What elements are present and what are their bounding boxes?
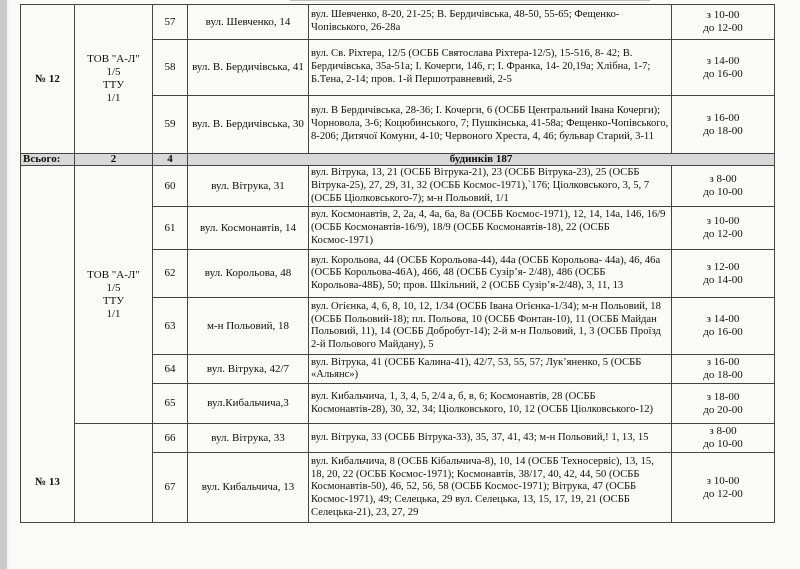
time-slot xyxy=(672,424,775,453)
total-companies: 2 xyxy=(75,154,153,166)
company-cell xyxy=(75,166,153,424)
group-number-blank xyxy=(21,166,75,424)
total-buildings: будинків 187 xyxy=(188,154,775,166)
street-address: вул. Шевченко, 14 xyxy=(188,5,309,40)
time-to: до 16-00 xyxy=(703,67,743,80)
time-from: з 10-00 xyxy=(706,9,740,21)
time-to: до 10-00 xyxy=(703,186,743,199)
served-addresses: вул. В Бердичівська, 28-36; І. Кочерги, 6 (ОСББ Центральний Івана Кочерги); Чорновола, 3-6; Коцюбинського, 7; Пушкінська, 41-58а; Фещенко-Чопівського, 8-206; Дитячої Комуни, 4-10; Червоного Хреста, 4, 46; бульвар Старий, 3-11 xyxy=(309,96,672,154)
company-ttu: ТТУ xyxy=(102,294,125,307)
time-slot xyxy=(672,166,775,207)
total-row xyxy=(21,154,775,166)
served-addresses: вул. Кибальчича, 1, 3, 4, 5, 2/4 а, б, в, 6; Космонавтів, 28 (ОСББ Космонавтів-28), 30, 32, 34; Ціолковського, 10, 12 (ОСББ Ціолковського-12) xyxy=(309,384,672,424)
company-blank xyxy=(75,424,153,523)
company-ratio: 1/5 xyxy=(106,281,121,294)
served-addresses: вул. Св. Ріхтера, 12/5 (ОСББ Святослава Ріхтера-12/5), 15-516, 8- 42; В. Бердичівська, 35а-51а; І. Кочерги, 146, г; І. Франка, 14- 20,19а; Хлібна, 1-7; Б.Тена, 2-14; пров. 1-й Першотравневий, 2-5 xyxy=(309,40,672,96)
time-to: до 12-00 xyxy=(703,228,743,241)
company-ttu: ТТУ xyxy=(102,79,125,91)
served-addresses: вул. Огієнка, 4, 6, 8, 10, 12, 1/34 (ОСББ Івана Огієнка-1/34); м-н Польовий, 18 (ОСББ Польовий-18); пл. Польова, 10 (ОСББ Фонтан-10), 11 (ОСББ Майдан Польовий, 11), 14 (ОСББ Добробут-14); 2-й м-н Польовий, 1, 3 (ОСББ Проїзд 2-й Польового Майдану), 5 xyxy=(309,298,672,355)
scan-top-edge xyxy=(290,0,650,1)
time-slot xyxy=(672,5,775,40)
time-to: до 10-00 xyxy=(703,438,743,451)
row-number: 66 xyxy=(153,424,188,453)
time-slot xyxy=(672,298,775,355)
time-from: з 10-00 xyxy=(706,215,740,228)
schedule-table xyxy=(20,4,775,523)
street-address: вул. В. Бердичівська, 41 xyxy=(188,40,309,96)
row-number: 61 xyxy=(153,207,188,250)
time-slot xyxy=(672,207,775,250)
served-addresses: вул. Корольова, 44 (ОСББ Корольова-44), 44а (ОСББ Корольова- 44а), 46, 46а (ОСББ Корольова-46А), 466, 48 (ОСББ Сузір’я- 2/48), 486 (ОСББ Корольова-48Б), 50; пров. Шкільний, 2 (ОСББ Сузір’я-2/48), 3, 11, 13 xyxy=(309,250,672,298)
time-to: до 18-00 xyxy=(703,124,743,137)
street-address: вул. В. Бердичівська, 30 xyxy=(188,96,309,154)
group-number: № 13 xyxy=(21,424,75,523)
row-number: 60 xyxy=(153,166,188,207)
time-to: до 14-00 xyxy=(703,273,743,286)
row-number: 62 xyxy=(153,250,188,298)
row-number: 67 xyxy=(153,453,188,523)
row-number: 57 xyxy=(153,5,188,40)
time-from: з 8-00 xyxy=(709,173,737,186)
time-from: з 10-00 xyxy=(706,474,740,487)
street-address: вул. Вітрука, 42/7 xyxy=(188,355,309,384)
time-from: з 18-00 xyxy=(706,390,740,403)
company-ratio: 1/5 xyxy=(106,66,121,78)
row-number: 59 xyxy=(153,96,188,154)
street-address: вул. Кибальчича, 13 xyxy=(188,453,309,523)
company-cell xyxy=(75,5,153,154)
served-addresses: вул. Вітрука, 13, 21 (ОСББ Вітрука-21), 23 (ОСББ Вітрука-23), 25 (ОСББ Вітрука-25), 27, 29, 31, 32 (ОСББ Космос-1971),`176; Ціолковського, 3, 5, 7 (ОСББ Ціолковського-7); м-н Польовий, 1/1 xyxy=(309,166,672,207)
row-number: 65 xyxy=(153,384,188,424)
served-addresses: вул. Кибальчича, 8 (ОСББ Кібальчича-8), 10, 14 (ОСББ Техносервіс), 13, 15, 18, 20, 22 (ОСББ Космос-1971); Космонавтів, 38/17, 40, 42, 44, 50 (ОСББ Космонавтів-50), 46, 52, 56, 58 (ОСББ Космос-1971); Вітрука, 47 (ОСББ Космос-1971), 49; Селецька, 29 вул. Селецька, 13, 15, 17, 19, 21 (ОСББ Селецька-21), 23, 27, 29 xyxy=(309,453,672,523)
street-address: вул. Вітрука, 31 xyxy=(188,166,309,207)
time-from: з 12-00 xyxy=(706,260,740,273)
total-label: Всього: xyxy=(21,154,75,166)
served-addresses: вул. Космонавтів, 2, 2а, 4, 4а, 6а, 8а (ОСББ Космос-1971), 12, 14, 14а, 146, 16/9 (ОСББ Космонавтів-16/9), 18/9 (ОСББ Космонавтів-18), 22 (ОСББ Космос-1971) xyxy=(309,207,672,250)
time-from: з 16-00 xyxy=(706,111,740,124)
scan-left-edge xyxy=(0,0,7,569)
time-from: з 14-00 xyxy=(706,54,740,67)
time-to: до 20-00 xyxy=(703,403,743,416)
row-number: 58 xyxy=(153,40,188,96)
time-from: з 16-00 xyxy=(706,356,740,369)
time-slot xyxy=(672,250,775,298)
row-number: 63 xyxy=(153,298,188,355)
total-streets: 4 xyxy=(153,154,188,166)
table-row xyxy=(21,166,775,207)
time-slot xyxy=(672,384,775,424)
company-name: ТОВ "А-Л" xyxy=(87,53,140,65)
company-ttu-ratio: 1/1 xyxy=(106,92,121,104)
time-to: до 12-00 xyxy=(703,487,743,500)
street-address: м-н Польовий, 18 xyxy=(188,298,309,355)
time-slot xyxy=(672,40,775,96)
time-to: до 12-00 xyxy=(703,22,743,34)
group-number: № 12 xyxy=(21,5,75,154)
street-address: вул. Космонавтів, 14 xyxy=(188,207,309,250)
served-addresses: вул. Шевченко, 8-20, 21-25; В. Бердичівська, 48-50, 55-65; Фещенко-Чопівського, 26-28а xyxy=(309,5,672,40)
table-row xyxy=(21,5,775,40)
company-name: ТОВ "А-Л" xyxy=(87,268,140,281)
time-to: до 16-00 xyxy=(703,326,743,339)
time-slot xyxy=(672,355,775,384)
time-from: з 14-00 xyxy=(706,313,740,326)
street-address: вул. Корольова, 48 xyxy=(188,250,309,298)
time-slot xyxy=(672,453,775,523)
served-addresses: вул. Вітрука, 41 (ОСББ Калина-41), 42/7, 53, 55, 57; Лук’яненко, 5 (ОСББ «Альянс») xyxy=(309,355,672,384)
street-address: вул.Кибальчича,3 xyxy=(188,384,309,424)
row-number: 64 xyxy=(153,355,188,384)
table-row xyxy=(21,424,775,453)
street-address: вул. Вітрука, 33 xyxy=(188,424,309,453)
time-from: з 8-00 xyxy=(709,425,737,438)
time-slot xyxy=(672,96,775,154)
served-addresses: вул. Вітрука, 33 (ОСББ Вітрука-33), 35, 37, 41, 43; м-н Польовий,! 1, 13, 15 xyxy=(309,424,672,453)
time-to: до 18-00 xyxy=(703,369,743,382)
company-ttu-ratio: 1/1 xyxy=(106,307,121,320)
